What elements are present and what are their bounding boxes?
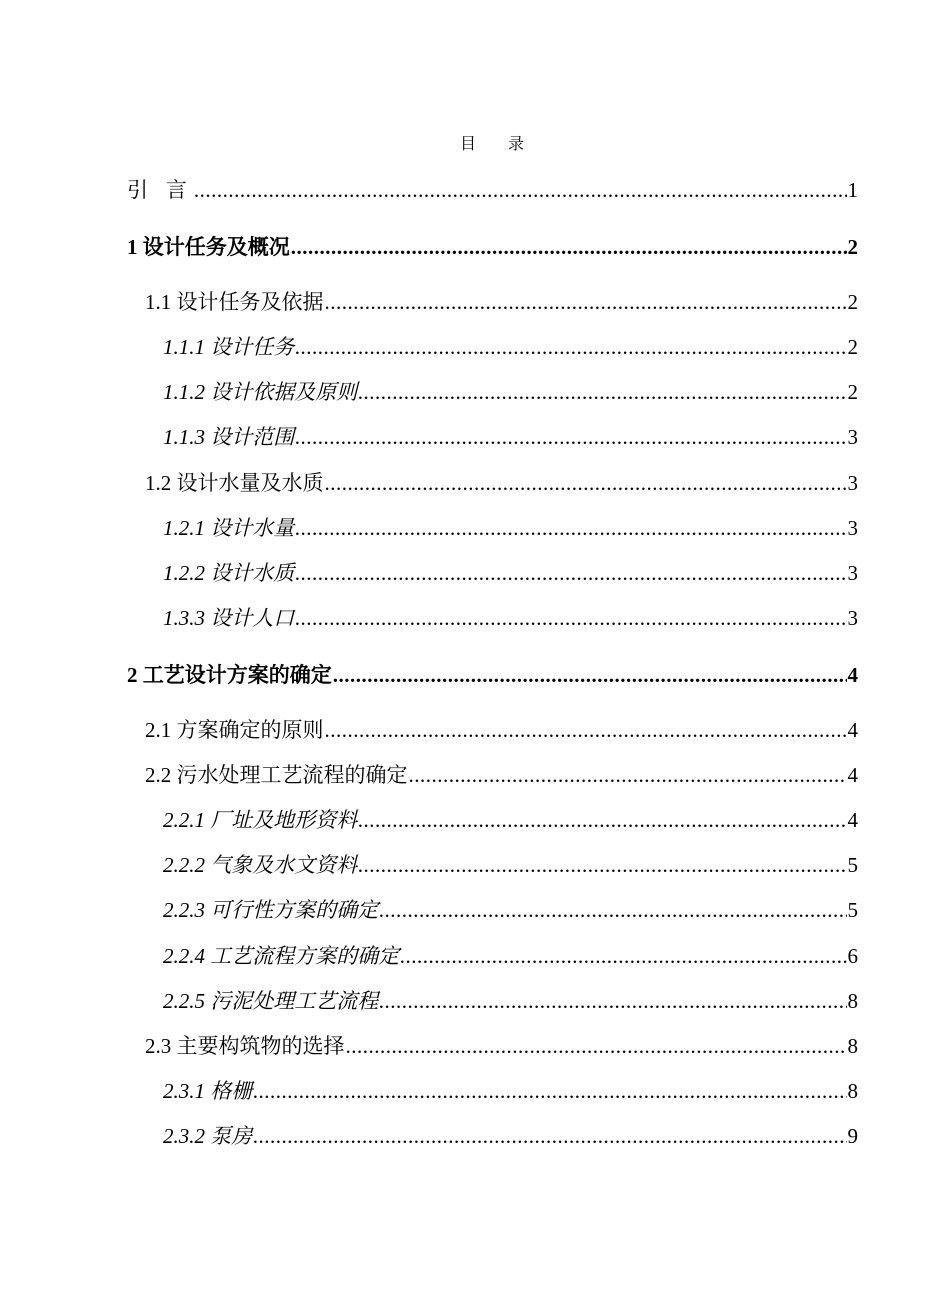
dot-leader: [400, 942, 846, 970]
toc-entry-label: 1.1.3 设计范围: [163, 425, 295, 449]
toc-entry[interactable]: [0, 469, 858, 497]
toc-entry-page: 3: [847, 561, 858, 585]
toc-entry-page: 4: [847, 663, 858, 687]
toc-entry-page: 3: [847, 471, 858, 495]
toc-entry-label: 1.2.2 设计水质: [163, 561, 295, 585]
dot-leader: [295, 559, 846, 587]
toc-entry-label: 2.1 方案确定的原则: [145, 718, 324, 742]
toc-entry[interactable]: [0, 942, 858, 970]
toc-entry[interactable]: [0, 514, 858, 542]
toc-entry-page: 4: [847, 808, 858, 832]
toc-entry-page: 6: [847, 944, 858, 968]
toc-entry-label: 1.1.1 设计任务: [163, 335, 295, 359]
toc-entry[interactable]: [0, 987, 858, 1015]
dot-leader: [358, 851, 846, 879]
toc-entry[interactable]: [0, 176, 858, 205]
toc-entry[interactable]: [0, 423, 858, 451]
toc-entry-label: 2.2.4 工艺流程方案的确定: [163, 944, 400, 968]
toc-entry-page: 3: [847, 516, 858, 540]
toc-entry[interactable]: [0, 333, 858, 361]
dot-leader: [358, 378, 846, 406]
toc-entry-label: 2.3.2 泵房: [163, 1124, 253, 1148]
toc-entry-label: 1 设计任务及概况: [127, 235, 290, 259]
dot-leader: [295, 604, 846, 632]
toc-entry[interactable]: [0, 1122, 858, 1150]
toc-entry-page: 9: [847, 1124, 858, 1148]
toc-entry-page: 3: [847, 606, 858, 630]
dot-leader: [379, 896, 846, 924]
dot-leader: [194, 176, 847, 204]
dot-leader: [333, 661, 847, 689]
toc-entry-page: 8: [847, 989, 858, 1013]
dot-leader: [409, 761, 847, 789]
dot-leader: [358, 806, 846, 834]
dot-leader: [325, 716, 847, 744]
toc-entry[interactable]: [0, 559, 858, 587]
toc-entry-label: 引 言: [127, 179, 193, 202]
toc-entry-label: 2.3 主要构筑物的选择: [145, 1034, 345, 1058]
toc-entry[interactable]: [0, 896, 858, 924]
toc-entry-page: 2: [847, 380, 858, 404]
toc-entry-label: 2.2 污水处理工艺流程的确定: [145, 763, 408, 787]
toc-entry-page: 1: [847, 178, 858, 202]
toc-entry[interactable]: [0, 661, 858, 689]
toc-entry-page: 2: [847, 335, 858, 359]
dot-leader: [295, 423, 846, 451]
toc-entry-label: 2.3.1 格栅: [163, 1079, 253, 1103]
toc-entry-label: 2.2.5 污泥处理工艺流程: [163, 989, 379, 1013]
dot-leader: [295, 514, 846, 542]
toc-entry-page: 4: [847, 763, 858, 787]
toc-entry[interactable]: [0, 851, 858, 879]
dot-leader: [253, 1077, 846, 1105]
dot-leader: [325, 469, 847, 497]
toc-title: 目 录: [459, 136, 538, 153]
toc-entry-label: 2.2.3 可行性方案的确定: [163, 898, 379, 922]
toc-entry[interactable]: [0, 806, 858, 834]
toc-entry[interactable]: [0, 604, 858, 632]
dot-leader: [379, 987, 846, 1015]
toc-entry-label: 1.2 设计水量及水质: [145, 471, 324, 495]
toc-entry[interactable]: [0, 716, 858, 744]
toc-entry-page: 3: [847, 425, 858, 449]
toc-entry-label: 2.2.1 厂址及地形资料: [163, 808, 358, 832]
toc-entry-label: 2 工艺设计方案的确定: [127, 663, 332, 687]
toc-entry-label: 1.1 设计任务及依据: [145, 290, 324, 314]
dot-leader: [253, 1122, 846, 1150]
toc-entry-page: 2: [847, 290, 858, 314]
toc-entry-page: 8: [847, 1034, 858, 1058]
toc-entry-page: 5: [847, 853, 858, 877]
toc-entry-page: 8: [847, 1079, 858, 1103]
toc-entry-page: 2: [847, 235, 858, 259]
toc-entry-label: 2.2.2 气象及水文资料: [163, 853, 358, 877]
toc-entry[interactable]: [0, 233, 858, 261]
toc-entry[interactable]: [0, 378, 858, 406]
toc-entry-label: 1.1.2 设计依据及原则: [163, 380, 358, 404]
toc-entry[interactable]: [0, 1077, 858, 1105]
toc-entry-page: 5: [847, 898, 858, 922]
toc-entry-page: 4: [847, 718, 858, 742]
toc-entry[interactable]: [0, 288, 858, 316]
toc-entry-label: 1.2.1 设计水量: [163, 516, 295, 540]
toc-entry-label: 1.3.3 设计人口: [163, 606, 295, 630]
toc-entry[interactable]: [0, 761, 858, 789]
dot-leader: [295, 333, 846, 361]
toc-entry[interactable]: [0, 1032, 858, 1060]
dot-leader: [291, 233, 847, 261]
dot-leader: [346, 1032, 847, 1060]
dot-leader: [325, 288, 847, 316]
